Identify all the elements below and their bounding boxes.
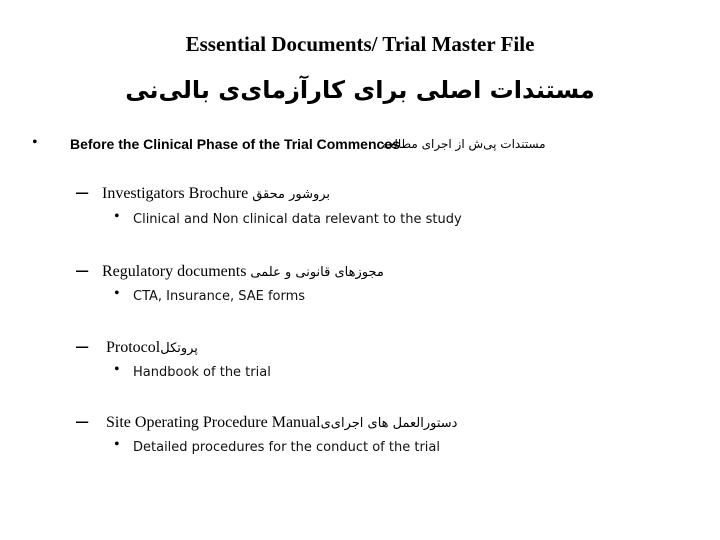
slide-subtitle-persian: مستندات اصلی برای کارآزمای‌ی بالی‌نی: [125, 76, 595, 104]
sub-bullet-marker: •: [114, 361, 120, 378]
item-dash: –: [76, 257, 89, 282]
item-dash: –: [76, 179, 89, 204]
item-label-persian: دستورالعمل های اجرای‌ی: [320, 416, 458, 431]
sub-item-text: Handbook of the trial: [133, 365, 271, 380]
item-label-investigators-brochure: [102, 185, 330, 203]
item-label-english: Protocol: [106, 339, 161, 356]
item-label-regulatory-documents: [102, 263, 384, 281]
bullet-text-persian: مستندات پی‌ش از اجرای مطالعه: [382, 137, 546, 151]
sub-item-text: CTA, Insurance, SAE forms: [133, 289, 306, 304]
item-dash: –: [76, 333, 89, 358]
slide-title: Essential Documents/ Trial Master File: [185, 32, 535, 56]
sub-item-text: Detailed procedures for the conduct of the trial: [133, 440, 440, 455]
item-label-protocol: [106, 339, 198, 357]
item-dash: –: [76, 408, 89, 433]
item-label-persian: پروتکل: [160, 341, 198, 356]
item-label-english: Investigators Brochure: [102, 185, 249, 202]
sub-bullet-marker: •: [114, 208, 120, 225]
item-label-site-operating-procedure-manual: [106, 414, 457, 432]
bullet-marker: •: [32, 134, 38, 151]
sub-item-text: Clinical and Non clinical data relevant to the study: [133, 212, 462, 227]
sub-bullet-marker: •: [114, 285, 120, 302]
sub-bullet-marker: •: [114, 436, 120, 453]
bullet-text-english: Before the Clinical Phase of the Trial Commences: [70, 136, 400, 152]
item-label-english: Site Operating Procedure Manual: [106, 414, 321, 431]
item-label-persian: بروشور محقق: [252, 187, 331, 202]
item-label-english: Regulatory documents: [102, 263, 247, 280]
item-label-persian: مجوزهای قانونی و علمی: [250, 265, 384, 280]
